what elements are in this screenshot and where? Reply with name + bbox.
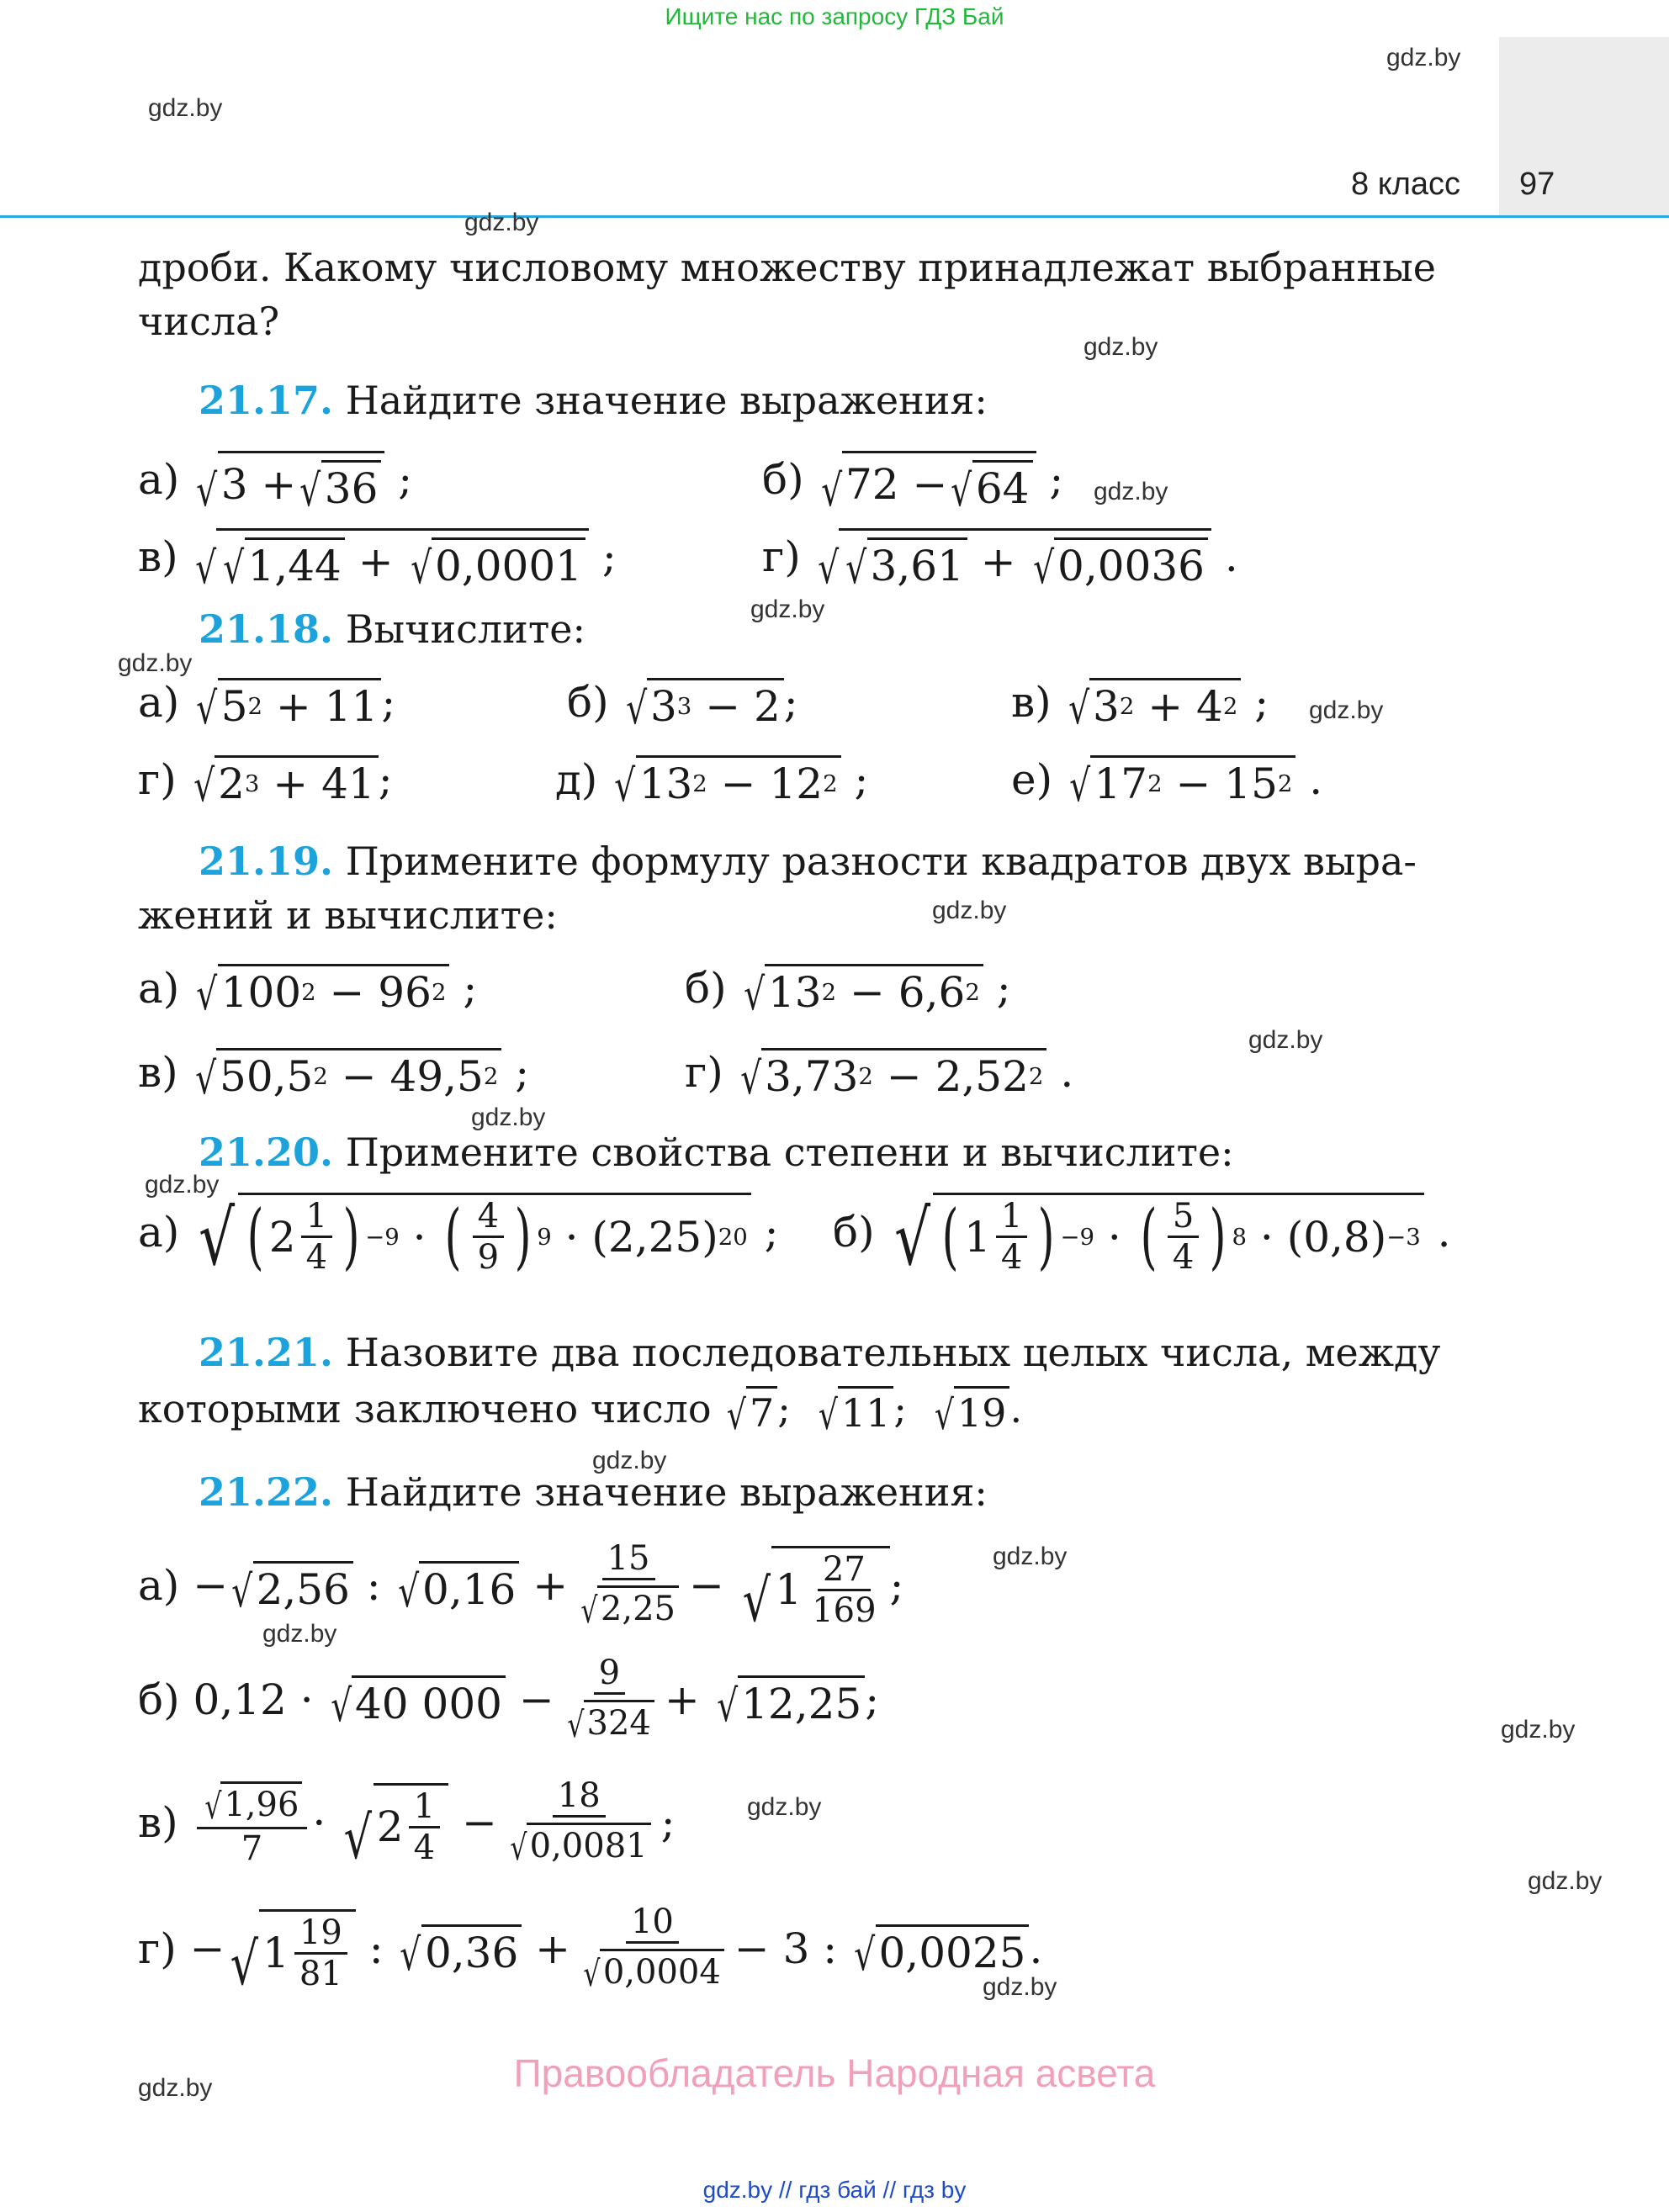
exercise-21-17-heading	[199, 373, 988, 427]
watermark: gdz.by	[932, 897, 1007, 924]
expr-21-19-g: г) √ 3,73 2 − 2,52 2 .	[685, 1047, 1074, 1104]
expr-21-18-g: г) √ 2 3 + 41 ;	[138, 754, 393, 812]
expr-21-22-v: в) √ 1,96 7 · √ 2 $\frac{1}{4}$ − 18 √ 0,0081 ;	[138, 1776, 676, 1872]
expr-21-19-v: в) √ 50,5 2 − 49,5 2 ;	[138, 1047, 530, 1104]
watermark: gdz.by	[983, 1973, 1057, 2001]
expr-21-18-a: а) √ 5 2 + 11 ;	[138, 677, 396, 734]
exercise-number: 21.18.	[199, 606, 334, 652]
exercise-text: Вычислите:	[345, 606, 585, 652]
exercise-number: 21.21.	[199, 1330, 334, 1375]
watermark: gdz.by	[1094, 478, 1168, 505]
copyright-note: Правообладатель Народная асвета	[513, 2051, 1156, 2095]
watermark: gdz.by	[1501, 1716, 1576, 1744]
intro-line-2: числа?	[138, 299, 280, 344]
watermark: gdz.by	[592, 1447, 667, 1474]
expr-21-18-v: в) √ 3 2 + 4 2 ;	[1011, 677, 1269, 734]
expr-21-20-b: б) √ ( 1 $\frac{1}{4}$ ) −9 · ( $\frac{5}{4}$ ) 8 · (0,8) −3 .	[833, 1194, 1451, 1283]
exercise-21-19-text-2: жений и вычислите:	[138, 892, 558, 938]
expr-21-22-g: г) − √ 1 $\frac{19}{81}$ : √ 0,36 + 10 √ 0,0004 − 3 : √ 0,0025 .	[138, 1902, 1043, 1998]
exercise-number: 21.20.	[199, 1130, 334, 1175]
exercise-21-21-heading	[199, 1326, 1440, 1379]
top-banner: Ищите нас по запросу ГДЗ Бай	[665, 3, 1004, 29]
expr-21-18-b: б) √ 3 3 − 2 ;	[567, 677, 798, 734]
grade-label: 8 класс	[1351, 167, 1461, 202]
exercise-number: 21.19.	[199, 839, 334, 884]
intro-line-1: дроби. Какому числовому множеству принадлежат выбранные	[138, 245, 1436, 290]
expr-21-18-e: е) √ 17 2 − 15 2 .	[1011, 754, 1323, 812]
exercise-21-19-heading	[199, 834, 1417, 888]
watermark: gdz.by	[747, 1793, 822, 1821]
watermark: gdz.by	[1386, 44, 1461, 71]
watermark: gdz.by	[1309, 696, 1384, 724]
exercise-text: Примените формулу разности квадратов двух выра-	[345, 839, 1417, 884]
exercise-number: 21.22.	[199, 1469, 334, 1515]
watermark: gdz.by	[464, 209, 539, 236]
expr-21-17-a: а) √ 3 + √ 36 ;	[138, 446, 412, 513]
exercise-21-21-line-2: которыми заключено число √ 7 ; √ 11 ; √ 19 .	[138, 1385, 1023, 1439]
page-number: 97	[1519, 167, 1555, 202]
watermark: gdz.by	[148, 94, 223, 122]
exercise-text: Примените свойства степени и вычислите:	[345, 1130, 1234, 1175]
watermark: gdz.by	[145, 1171, 220, 1199]
expr-21-20-a: а) √ ( 2 $\frac{1}{4}$ ) −9 · ( $\frac{4}{9}$ ) 9 · (2,25) 20 ;	[138, 1194, 779, 1283]
expr-21-19-a: а) √ 100 2 − 96 2 ;	[138, 963, 478, 1020]
expr-21-17-g: г) √ √ 3,61 + √ 0,0036 .	[762, 523, 1238, 590]
expr-21-17-v: в) √ √ 1,44 + √ 0,0001 ;	[138, 523, 617, 590]
exercise-21-20-heading	[199, 1125, 1234, 1179]
expr-21-22-b: б) 0,12 · √ 40 000 − 9 √ 324 + √ 12,25 ;	[138, 1654, 880, 1745]
watermark: gdz.by	[138, 2074, 213, 2102]
expr-21-18-d: д) √ 13 2 − 12 2 ;	[555, 754, 869, 812]
watermark: gdz.by	[471, 1103, 546, 1131]
watermark: gdz.by	[118, 649, 193, 677]
watermark: gdz.by	[1248, 1026, 1323, 1054]
expr-21-17-b: б) √ 72 − √ 64 ;	[762, 446, 1063, 513]
exercise-text: Найдите значение выражения:	[345, 1469, 988, 1515]
exercise-21-22-heading	[199, 1465, 988, 1519]
watermark: gdz.by	[993, 1543, 1068, 1570]
exercise-text: Найдите значение выражения:	[345, 378, 988, 423]
exercise-text: Назовите два последовательных целых числа, между	[345, 1330, 1441, 1375]
exercise-21-18-heading	[199, 602, 585, 656]
expr-21-19-b: б) √ 13 2 − 6,6 2 ;	[685, 963, 1011, 1020]
exercise-number: 21.17.	[199, 378, 334, 423]
header-divider	[0, 215, 1669, 218]
watermark: gdz.by	[750, 595, 825, 623]
watermark: gdz.by	[262, 1620, 337, 1648]
watermark: gdz.by	[1528, 1867, 1603, 1895]
expr-21-22-a: а) − √ 2,56 : √ 0,16 + 15 √ 2,25 − √ 1 $\frac{27}{169}$ ;	[138, 1539, 904, 1635]
bottom-links[interactable]: gdz.by // гдз бай // гдз by	[702, 2177, 967, 2203]
exercise-text: которыми заключено число	[138, 1385, 712, 1431]
watermark: gdz.by	[1084, 333, 1158, 361]
